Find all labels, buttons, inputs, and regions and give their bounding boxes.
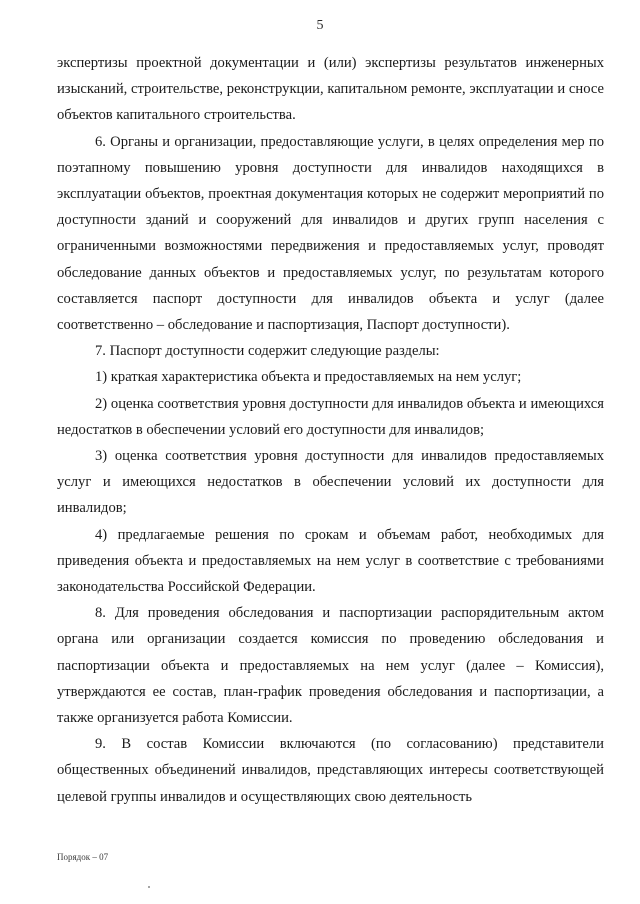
scan-artifact: [148, 886, 150, 888]
page-number: 5: [316, 18, 324, 33]
list-item-4: 4) предлагаемые решения по срокам и объемам работ, необходимых для приведения объекта и предоставляемых на нем услуг в соответствие с требованиями законодательства Российской Федерации.: [57, 526, 604, 596]
list-item-1: 1) краткая характеристика объекта и предоставляемых на нем услуг;: [95, 369, 522, 386]
paragraph-item-9: 9. В состав Комиссии включаются (по согласованию) представители общественных объединений инвалидов, представляющих интересы соответствующей целевой группы инвалидов и осуществляющих свою деятельность: [57, 736, 604, 805]
paragraph-item-6: 6. Органы и организации, предоставляющие услуги, в целях определения мер по поэтапному повышению уровня доступности для инвалидов находящихся в эксплуатации объектов, проектная документация которых не содержит мероприятий по доступности зданий и сооружений для инвалидов и других групп населения с ограниченными возможностями передвижения и предоставляемых услуг, проводят обследование данных объектов и предоставляемых услуг, по результатам которого составляется паспорт доступности для инвалидов объекта и услуг (далее соответственно – обследование и паспортизация, Паспорт доступности).: [57, 133, 604, 334]
list-item-3: 3) оценка соответствия уровня доступности для инвалидов предоставляемых услуг и имеющихся недостатков в обеспечении условий их доступности для инвалидов;: [57, 448, 604, 517]
paragraph-item-8: 8. Для проведения обследования и паспортизации распорядительным актом органа или организации создается комиссия по проведению обследования и паспортизации объекта и предоставляемых на нем услуг (далее – Комиссия), утверждаются ее состав, план-график проведения обследования и паспортизации, а также организуется работа Комиссии.: [57, 605, 604, 727]
footer-document-code: Порядок – 07: [57, 852, 109, 862]
paragraph-continuation: экспертизы проектной документации и (или) экспертизы результатов инженерных изысканий, строительстве, реконструкции, капитальном ремонте, эксплуатации и сносе объектов капитального строительства.: [57, 55, 604, 124]
list-item-2: 2) оценка соответствия уровня доступности для инвалидов объекта и имеющихся недостатков в обеспечении условий его доступности для инвалидов;: [57, 395, 604, 438]
paragraph-item-7: 7. Паспорт доступности содержит следующие разделы:: [95, 343, 440, 360]
document-body: [57, 50, 604, 810]
